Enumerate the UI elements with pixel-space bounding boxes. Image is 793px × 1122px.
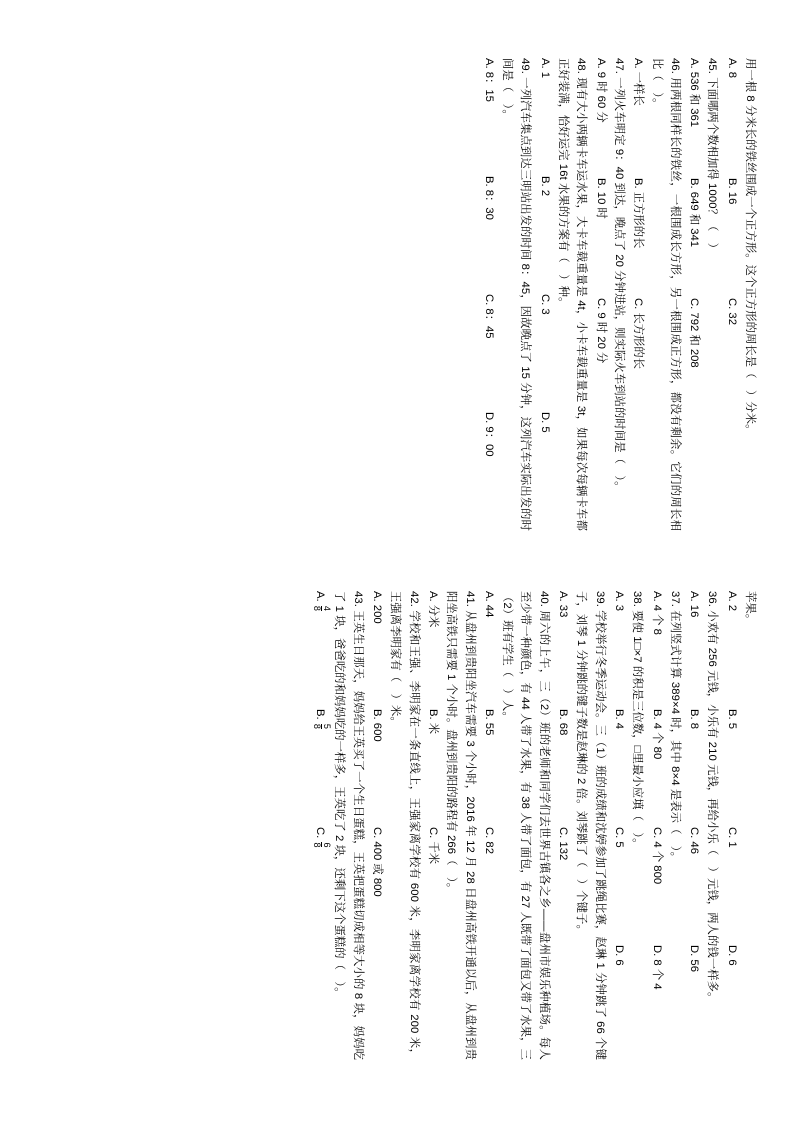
fraction-c-denominator: 8 (311, 842, 322, 848)
option-row (610, 591, 628, 1060)
option-a[interactable]: A. 一样长 (632, 58, 645, 106)
option-b[interactable]: B. 649 和 341 (688, 178, 701, 248)
question-stem: 48. 现有大小两辆卡车运水果，大卡车载重量是 4t，小卡车载重量是 3t，如果每次每辆卡车都正好装满，恰好运完 16t 水果的方案有（ ）种。 (557, 58, 588, 531)
option-c[interactable]: C. 32 (725, 298, 738, 326)
fraction-b (311, 724, 331, 729)
option-c[interactable] (310, 827, 333, 848)
option-b[interactable]: B. 2 (538, 176, 551, 197)
option-b[interactable] (310, 709, 333, 827)
option-c[interactable]: C. 82 (482, 827, 495, 855)
option-row (554, 591, 572, 1060)
question-stem: 45. 下面哪两个数相加得 1000？（ ） (706, 58, 719, 255)
question-stem: 38. 要使 1□×7 的积是三位数，□里最小应填（ ）。 (631, 591, 644, 850)
option-a[interactable]: A. 536 和 361 (688, 58, 701, 128)
question-column-left (28, 561, 759, 1082)
option-c[interactable]: C. 400 或 800 (371, 827, 384, 897)
option-row (424, 591, 442, 1060)
fraction-c-numerator: 6 (322, 842, 333, 848)
option-c[interactable]: C. 3 (538, 294, 551, 315)
option-b[interactable]: B. 5 (725, 709, 738, 730)
fraction-c (311, 842, 331, 847)
option-c[interactable]: C. 长方形的长 (632, 298, 645, 369)
fraction-b-numerator: 5 (322, 723, 333, 729)
fraction-a (311, 606, 331, 611)
option-b[interactable]: B. 600 (371, 709, 384, 742)
question-stem: 39. 学校举行冬季运动会。三（1）班的成绩和沈婷参加了跳绳比赛，赵琳 1 分钟跳了 66 个键子，刘琴 1 分钟跳的键子数是赵琳的 2 倍。刘琴跳了（ ）个键子。 (575, 591, 606, 1060)
option-row (535, 58, 553, 531)
option-row (685, 591, 703, 1060)
option-a[interactable]: A. 2 (725, 591, 738, 612)
option-a[interactable]: A. 44 (482, 591, 495, 618)
option-a[interactable]: A. 9 时 60 分 (594, 58, 607, 123)
question-stem: 49. 一列汽车集点到达三明站出发的时间 8：45，因故晚点了 15 分钟，这列汽车实际出发的时间是（ ）。 (501, 58, 532, 531)
option-c[interactable]: C. 8：45 (482, 294, 495, 339)
option-b[interactable]: B. 正方形的长 (632, 178, 645, 249)
option-row (591, 58, 609, 531)
question-stem: 42. 学校和王强、李明家在一条直线上，王强家离学校有 600 米，李明家离学校有 200 米，王强离李明家有（ ）米。 (389, 591, 420, 1060)
option-row (685, 58, 703, 531)
option-a[interactable]: A. 8 (725, 58, 738, 79)
option-a-label: A. (314, 591, 327, 602)
option-row (629, 58, 647, 531)
question-stem: 用一根 8 分米长的铁丝围成一个正方形。这个正方形的周长是（ ）分米。 (744, 58, 756, 436)
option-d[interactable]: D. 56 (688, 945, 701, 973)
option-d[interactable]: D. 6 (612, 945, 625, 966)
option-b[interactable]: B. 米 (426, 709, 439, 735)
option-a[interactable]: A. 4 个 8 (650, 591, 663, 635)
option-b[interactable]: B. 8 (688, 709, 701, 730)
option-d[interactable]: D. 6 (725, 945, 738, 966)
option-a[interactable]: A. 1 (538, 58, 551, 79)
option-row (480, 591, 498, 1060)
option-b[interactable]: B. 16 (725, 178, 738, 205)
option-c[interactable]: C. 9 时 20 分 (594, 298, 607, 364)
option-b[interactable]: B. 4 (612, 709, 625, 730)
option-b[interactable]: B. 4 个 80 (650, 709, 663, 760)
option-row (480, 58, 498, 531)
question-stem: 47. 一列火车明定 9：40 到达，晚点了 20 分钟进站，则实际火车到站的时间是（ ）。 (612, 58, 625, 493)
option-b[interactable]: B. 8：30 (482, 176, 495, 220)
question-stem: 40. 周六的上午，三（2）班的老师和同学们去世界古镇各之乡——盘州市娱乐种植场。每人至少带一种颜色，有 44 人带了水果，有 38 人带了面包，有 27 人既带了面包又带了水果，三（2）班有学生（ ）人。 (501, 591, 550, 1060)
question-stem: 37. 在列竖式计算 389×4 时，其中 8×4 是表示（ ）。 (668, 591, 681, 863)
option-c[interactable]: C. 792 和 208 (688, 298, 701, 368)
option-c[interactable]: C. 千米 (426, 827, 439, 865)
option-a[interactable]: A. 分米 (426, 591, 439, 628)
option-b[interactable]: B. 68 (557, 709, 570, 736)
option-c[interactable]: C. 1 (725, 827, 738, 848)
option-row (722, 58, 740, 531)
option-c[interactable]: C. 5 (612, 827, 625, 848)
fraction-option-row (310, 591, 333, 1060)
option-a[interactable]: A. 3 (612, 591, 625, 612)
option-d[interactable]: D. 8 个 4 (650, 945, 663, 990)
option-c[interactable]: C. 132 (557, 827, 570, 861)
option-c[interactable]: C. 4 个 800 (650, 827, 663, 885)
option-d[interactable]: D. 9：00 (482, 412, 495, 457)
option-a[interactable]: A. 16 (688, 591, 701, 618)
fraction-a-numerator: 4 (322, 605, 333, 611)
option-b[interactable]: B. 55 (482, 709, 495, 736)
question-stem: 46. 用两根同样长的铁丝，一根围成长方形，另一根围成正方形，都没有剩余。它们的周长相比（ ）。 (650, 58, 681, 531)
option-a[interactable] (310, 591, 333, 709)
option-c[interactable]: C. 46 (688, 827, 701, 855)
option-b[interactable]: B. 10 时 (594, 178, 607, 219)
question-column-right (28, 40, 759, 561)
option-d[interactable]: D. 5 (538, 412, 551, 433)
option-b-label: B. (314, 709, 327, 720)
question-stem: 41. 从盘州到贵阳坐汽车需要 3 个小时，2016 年 12 月 28 日盘州高铁开通以后，从盘州到贵阳坐高铁只需要 1 个小时。盘州到贵阳的路程有 266（ ）。 (445, 591, 476, 1060)
option-row (722, 591, 740, 1060)
option-c-label: C. (314, 827, 327, 839)
option-row (647, 591, 665, 1060)
option-a[interactable]: A. 200 (371, 591, 384, 624)
option-a[interactable]: A. 33 (557, 591, 570, 618)
question-stem: 43. 王英生日那天，妈妈给王英买了一个生日蛋糕，王英把蛋糕切成相等大小的 8 块，妈妈吃了 1 块，爸爸吃的和妈妈吃的一样多，王英吃了 2 块，还剩下这个蛋糕的（ ）。 (333, 591, 364, 1060)
continuation-text: 苹果。 (744, 591, 756, 626)
fraction-a-denominator: 8 (311, 605, 322, 611)
fraction-b-denominator: 8 (311, 723, 322, 729)
option-row (368, 591, 386, 1060)
option-a[interactable]: A. 8：15 (482, 58, 495, 102)
question-stem: 36. 小欢有 256 元钱，小乐有 210 元钱，再给小乐（ ）元钱，两人的钱一样多。 (706, 591, 719, 1004)
